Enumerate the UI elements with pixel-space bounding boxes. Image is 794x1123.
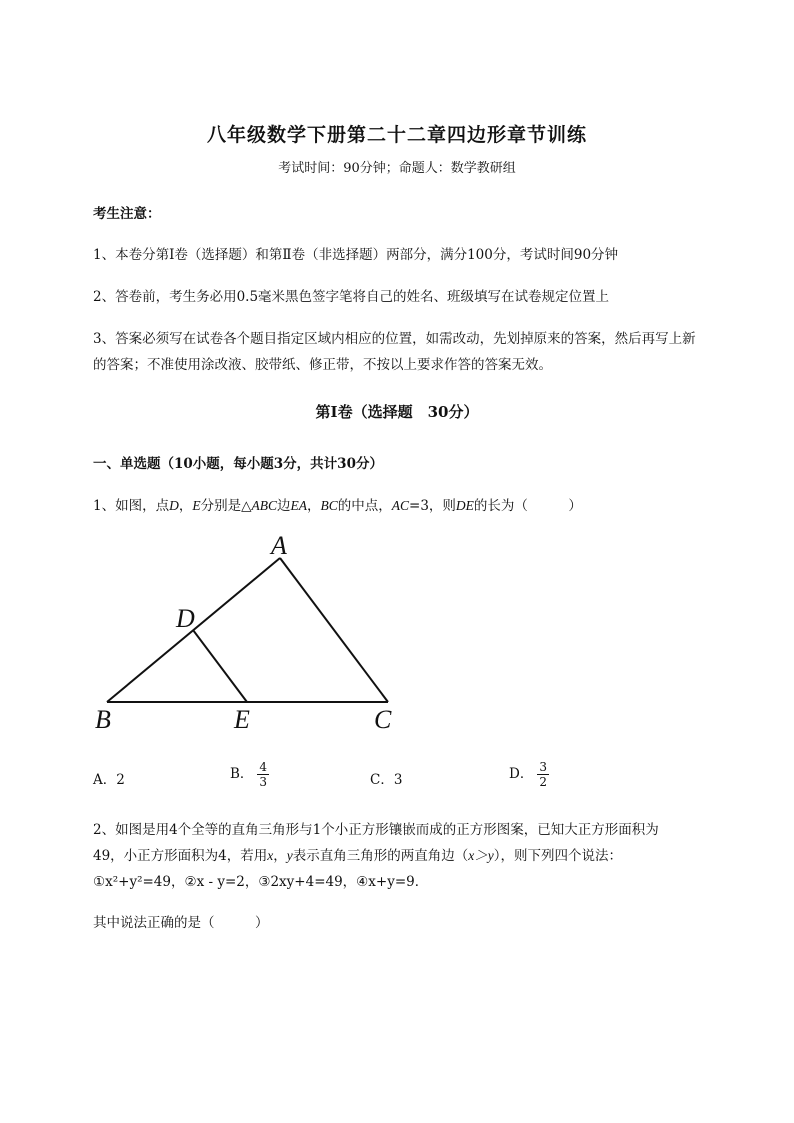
- section-title: 第Ⅰ卷（选择题 30分）: [315, 403, 479, 421]
- notice-item-3-line-1: 3、答案必须写在试卷各个题目指定区域内相应的位置，如需改动，先划掉原来的答案，然后再写上新: [93, 331, 696, 347]
- label-d: D: [176, 604, 195, 633]
- label-c: C: [374, 705, 392, 733]
- option-c[interactable]: C．3: [370, 772, 403, 788]
- triangle-figure: [90, 528, 410, 733]
- label-b: B: [95, 705, 111, 733]
- label-e: E: [234, 705, 250, 733]
- option-a[interactable]: A．2: [93, 772, 125, 788]
- fraction-d: $\frac{3}{2}$: [539, 760, 547, 789]
- notice-heading: 考生注意：: [93, 206, 161, 222]
- fraction-b: $\frac{4}{3}$: [259, 760, 268, 789]
- part-heading: 一、单选题（10小题，每小题3分，共计30分）: [93, 456, 383, 472]
- question-2-statements: ①x²+y²=49，②x - y=2，③2xy+4=49，④x+y=9．: [93, 874, 429, 890]
- notice-item-1: 1、本卷分第Ⅰ卷（选择题）和第Ⅱ卷（非选择题）两部分，满分100分，考试时间90分钟: [93, 247, 619, 263]
- exam-subtitle: 考试时间：90分钟；命题人：数学教研组: [278, 161, 516, 176]
- question-2-line-1: 2、如图是用4个全等的直角三角形与1个小正方形镶嵌而成的正方形图案，已知大正方形面积为: [93, 822, 659, 838]
- page-title: 八年级数学下册第二十二章四边形章节训练: [206, 124, 587, 146]
- notice-item-2: 2、答卷前，考生务必用0.5毫米黑色签字笔将自己的姓名、班级填写在试卷规定位置上: [93, 289, 610, 305]
- notice-item-3-line-2: 的答案；不准使用涂改液、胶带纸、修正带，不按以上要求作答的答案无效。: [93, 357, 552, 373]
- question-2-line-2: 49，小正方形面积为4，若用x，y表示直角三角形的两直角边（x＞y），则下列四个说法：: [93, 848, 623, 864]
- question-1-stem: 1、如图，点D，E分别是△ABC边EA，BC的中点，AC=3，则DE的长为（ ）: [93, 498, 582, 514]
- option-b[interactable]: B． $\frac{4}{3}$: [230, 760, 268, 789]
- question-2-prompt: 其中说法正确的是（ ）: [93, 915, 269, 931]
- option-d[interactable]: D． $\frac{3}{2}$: [509, 760, 547, 789]
- label-a: A: [271, 531, 287, 560]
- side-ac: [280, 558, 388, 702]
- segment-de: [193, 630, 247, 702]
